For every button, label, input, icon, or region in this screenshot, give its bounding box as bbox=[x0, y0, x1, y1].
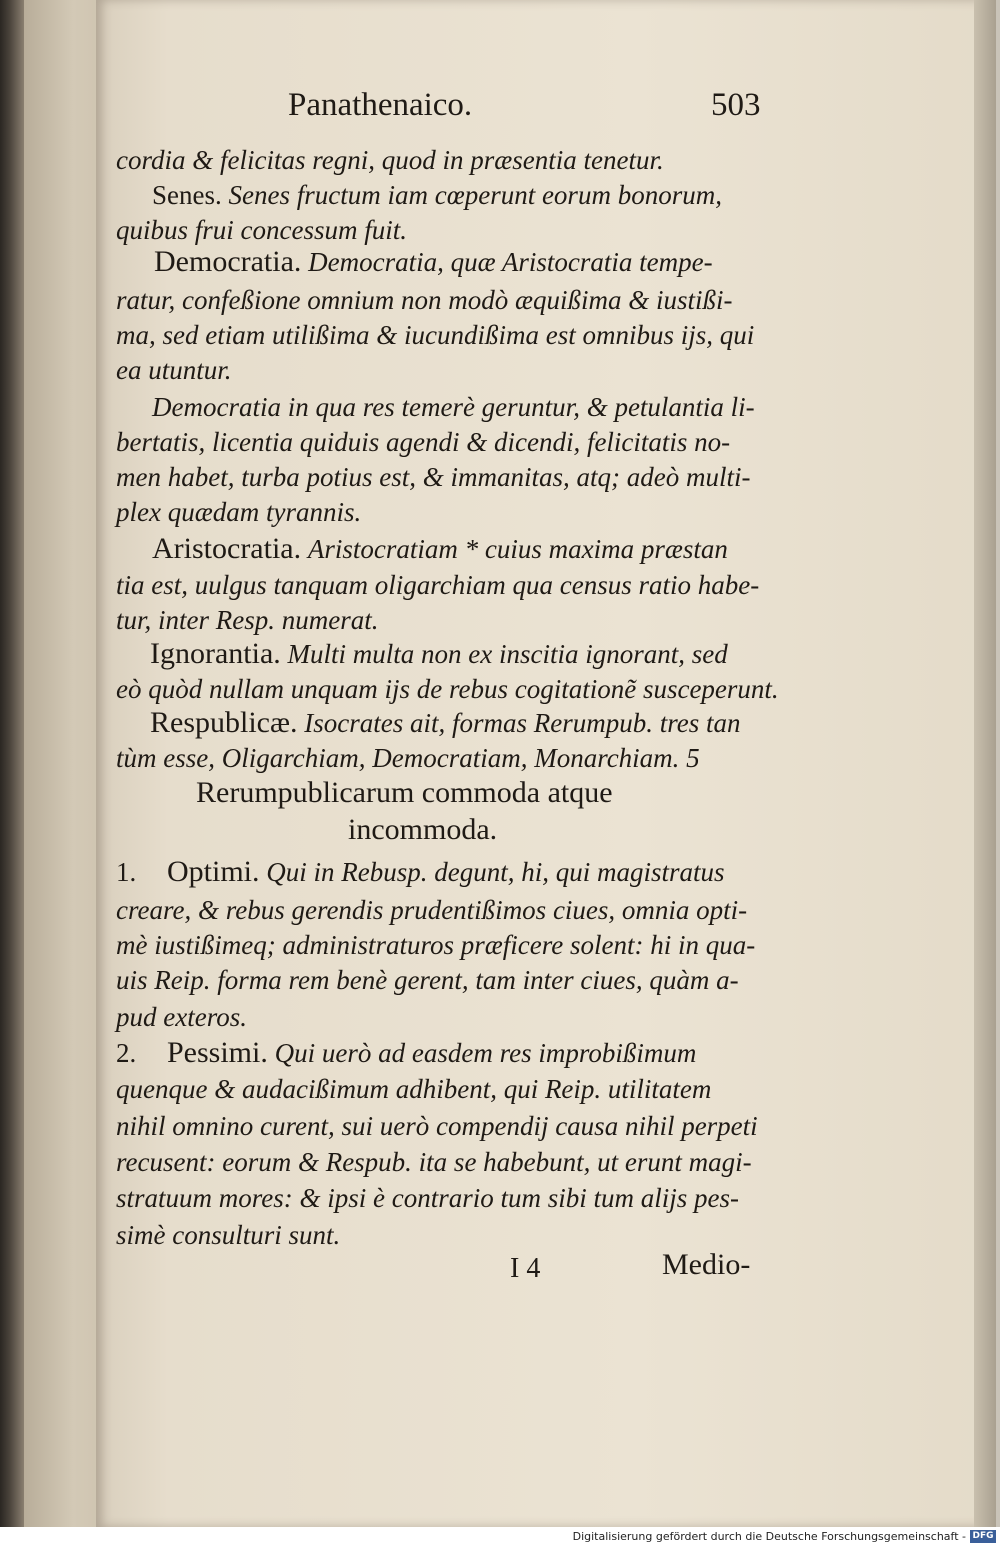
body-line: plex quædam tyrannis. bbox=[116, 497, 362, 527]
section-heading: Rerumpublicarum commoda atque bbox=[196, 776, 613, 809]
body-line: ea utuntur. bbox=[116, 355, 232, 385]
body-line: tùm esse, Oligarchiam, Democratiam, Monarchiam. 5 bbox=[116, 743, 700, 773]
running-title: Panathenaico. bbox=[288, 87, 473, 123]
book-page bbox=[96, 0, 996, 1527]
numbered-line: 2. Pessimi. Qui uerò ad easdem res improbißimum bbox=[116, 1036, 697, 1069]
body-line: Democratia. Democratia, quæ Aristocratia tempe- bbox=[154, 245, 713, 278]
body-line: Respublicæ. Isocrates ait, formas Rerumpub. tres tan bbox=[150, 706, 741, 739]
numbered-line: nihil omnino curent, sui uerò compendij causa nihil perpeti bbox=[116, 1111, 758, 1141]
book-binding bbox=[0, 0, 24, 1527]
entry-lead: Democratia. bbox=[154, 245, 302, 278]
body-line: tur, inter Resp. numerat. bbox=[116, 605, 379, 635]
body-line: tia est, uulgus tanquam oligarchiam qua census ratio habe- bbox=[116, 570, 760, 600]
body-line: Democratia in qua res temerè geruntur, & petulantia li- bbox=[152, 392, 755, 422]
signature-mark: I 4 bbox=[510, 1253, 541, 1284]
entry-number: 2. bbox=[116, 1038, 137, 1068]
catchword: Medio- bbox=[662, 1248, 751, 1281]
facing-page-fragment bbox=[24, 0, 106, 1527]
entry-lead: Aristocratia. bbox=[152, 532, 302, 565]
section-heading-cont: incommoda. bbox=[348, 813, 498, 846]
entry-lead: Senes. bbox=[152, 180, 222, 210]
body-line: Ignorantia. Multi multa non ex inscitia ignorant, sed bbox=[150, 637, 728, 670]
numbered-line: 1. Optimi. Qui in Rebusp. degunt, hi, qui magistratus bbox=[116, 855, 725, 888]
body-line: cordia & felicitas regni, quod in præsentia tenetur. bbox=[116, 145, 664, 175]
entry-lead: Respublicæ. bbox=[150, 706, 298, 739]
numbered-line: simè consulturi sunt. bbox=[116, 1220, 341, 1250]
numbered-line: uis Reip. forma rem benè gerent, tam inter ciues, quàm a- bbox=[116, 965, 739, 995]
numbered-line: quenque & audacißimum adhibent, qui Reip. utilitatem bbox=[116, 1074, 712, 1104]
page-text bbox=[96, 0, 996, 1527]
body-line: Senes. Senes fructum iam cœperunt eorum bonorum, bbox=[152, 180, 722, 210]
numbered-line: pud exteros. bbox=[116, 1002, 247, 1032]
body-line: ma, sed etiam utilißima & iucundißima est omnibus ijs, qui bbox=[116, 320, 755, 350]
numbered-line: creare, & rebus gerendis prudentißimos ciues, omnia opti- bbox=[116, 895, 748, 925]
entry-lead: Pessimi. bbox=[167, 1036, 268, 1069]
digitization-footer bbox=[0, 1527, 1000, 1547]
entry-number: 1. bbox=[116, 857, 137, 887]
numbered-line: mè iustißimeq; administraturos præficere solent: hi in qua- bbox=[116, 930, 756, 960]
body-line: quibus frui concessum fuit. bbox=[116, 215, 407, 245]
dfg-logo: DFG bbox=[970, 1530, 996, 1543]
numbered-line: recusent: eorum & Respub. ita se habebunt, ut erunt magi- bbox=[116, 1147, 752, 1177]
body-line: bertatis, licentia quiduis agendi & dicendi, felicitatis no- bbox=[116, 427, 731, 457]
entry-lead: Optimi. bbox=[167, 855, 260, 888]
body-line: eò quòd nullam unquam ijs de rebus cogitationẽ susceperunt. bbox=[116, 674, 779, 704]
body-line: men habet, turba potius est, & immanitas, atq; adeò multi- bbox=[116, 462, 751, 492]
page-number: 503 bbox=[711, 87, 761, 123]
funding-notice: Digitalisierung gefördert durch die Deutsche Forschungsgemeinschaft - bbox=[572, 1530, 966, 1543]
entry-lead: Ignorantia. bbox=[150, 637, 281, 670]
numbered-line: stratuum mores: & ipsi è contrario tum sibi tum alijs pes- bbox=[116, 1183, 740, 1213]
body-line: ratur, confeßione omnium non modò æquißima & iustißi- bbox=[116, 285, 733, 315]
body-line: Aristocratia. Aristocratiam * cuius maxima præstan bbox=[152, 532, 728, 565]
